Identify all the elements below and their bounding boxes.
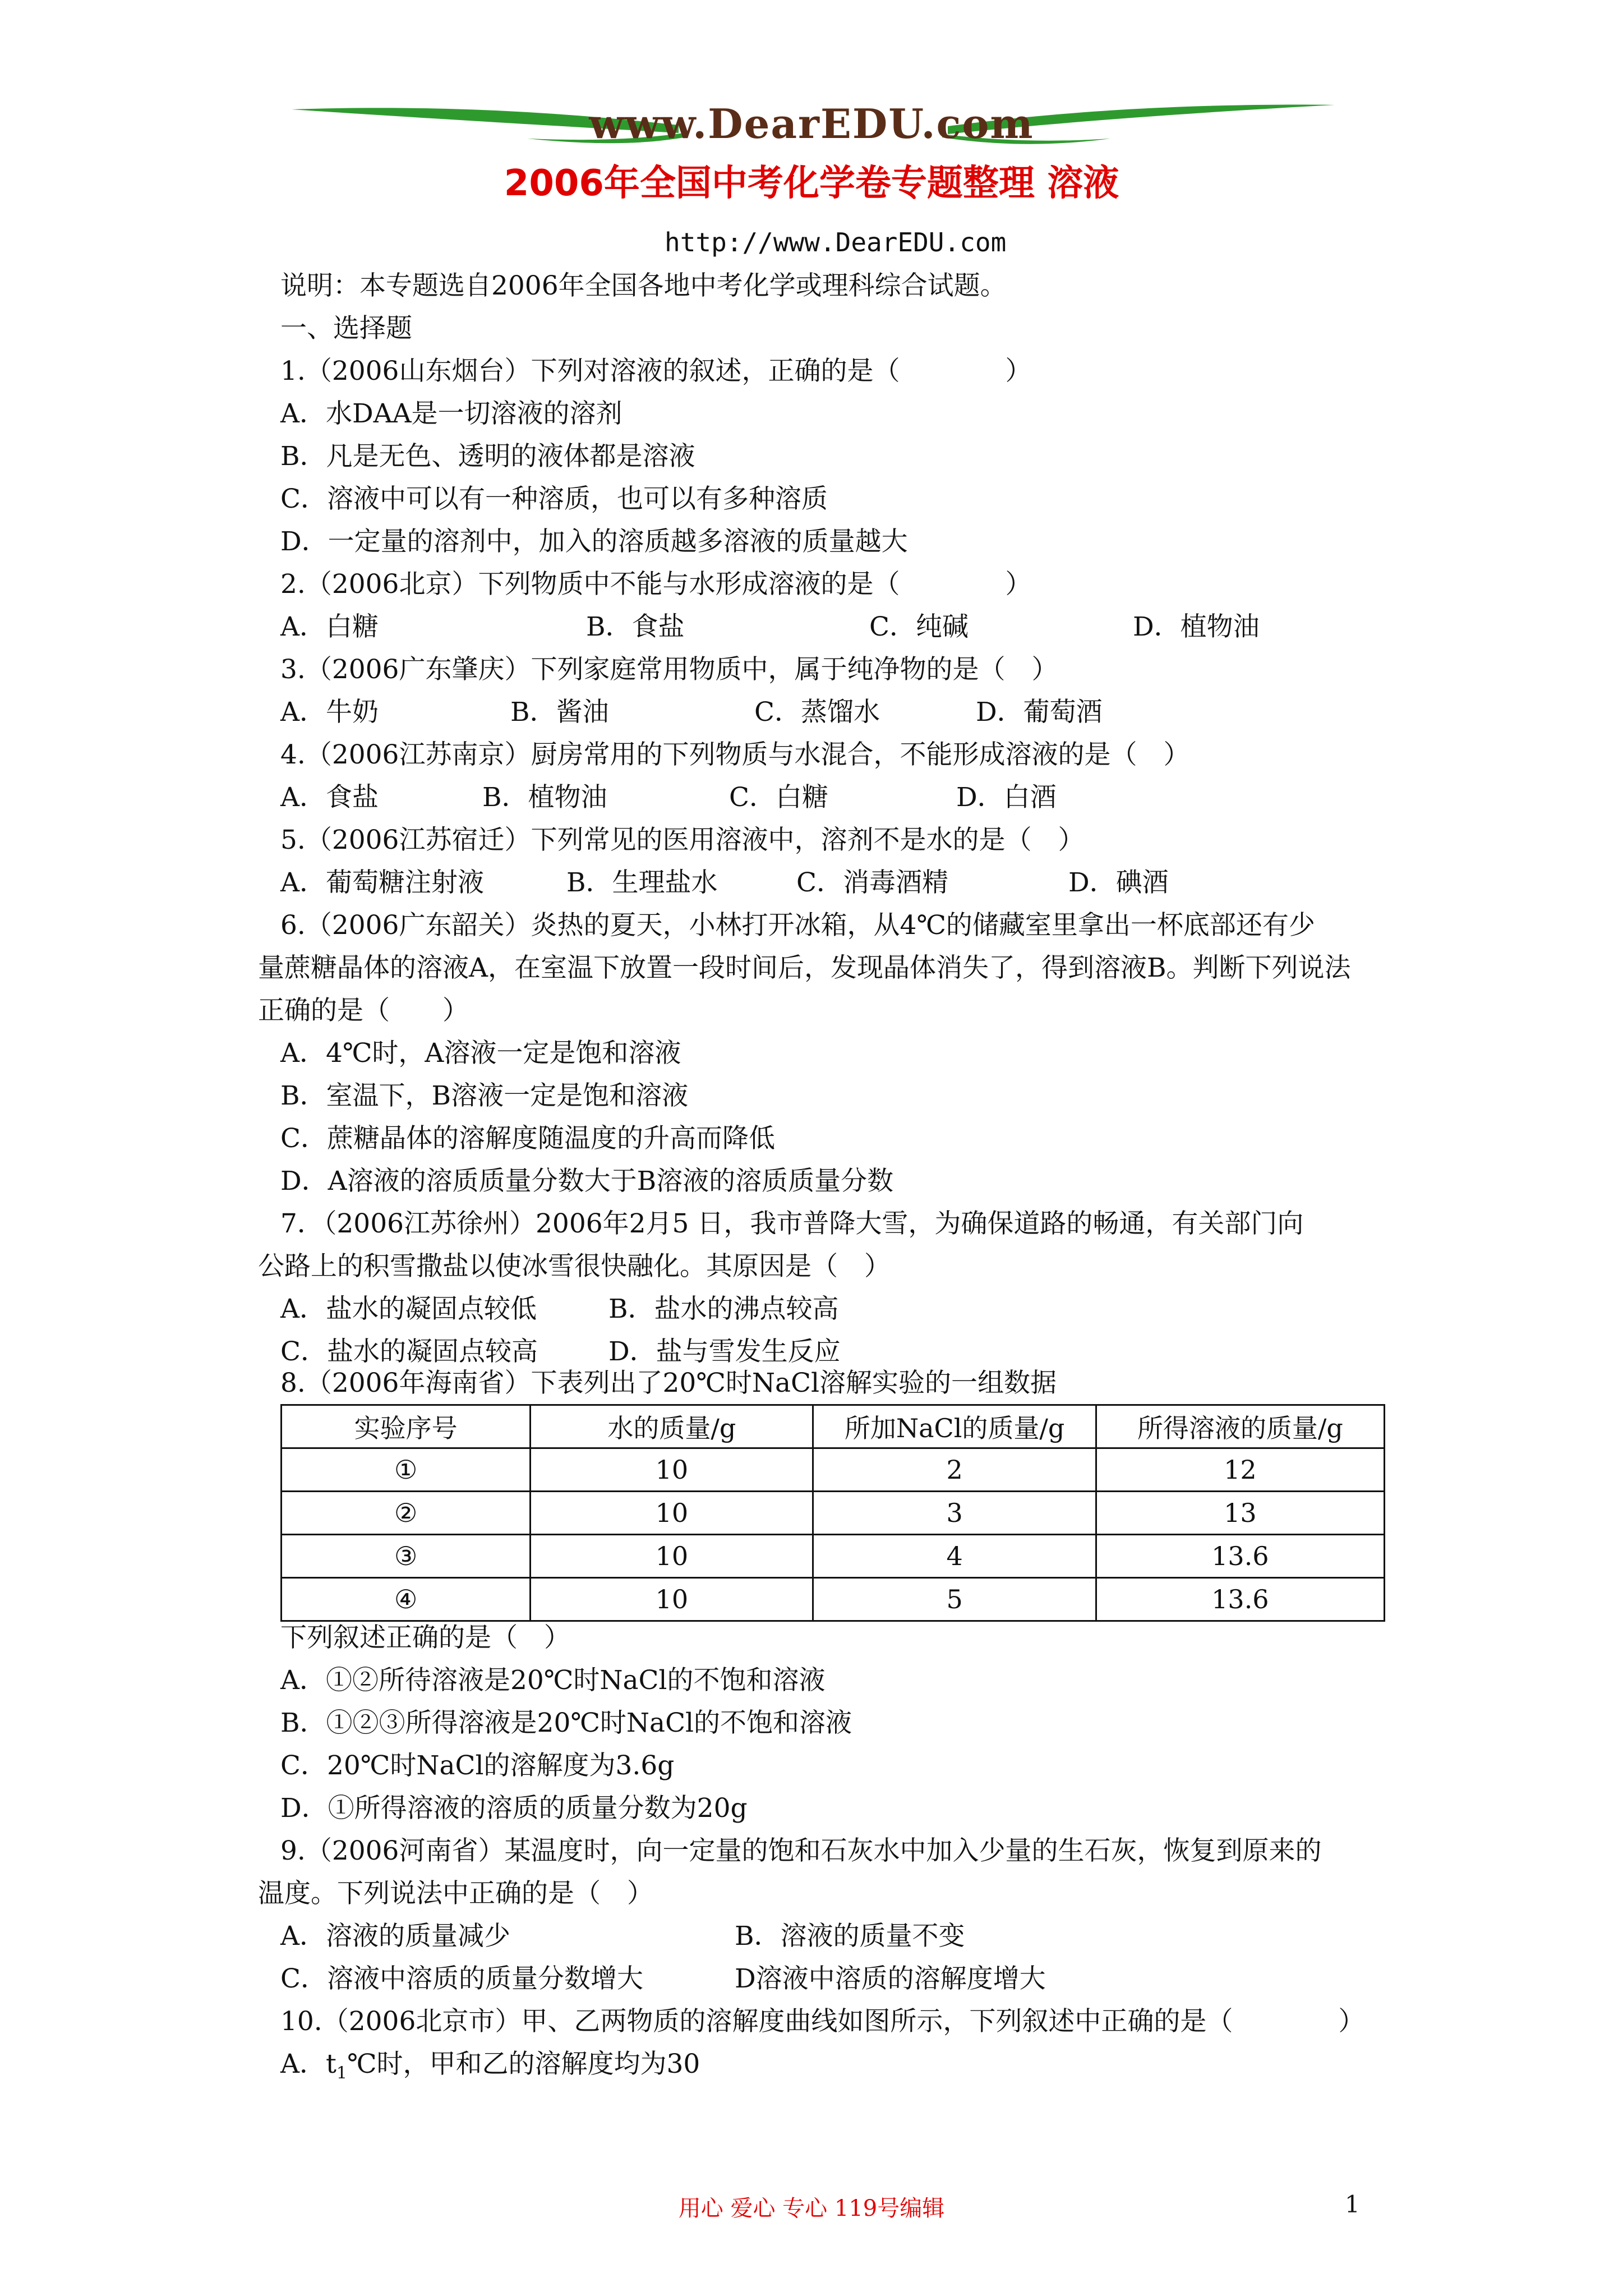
q10-option-a (280, 2047, 700, 2090)
table-row (282, 1448, 1385, 1492)
q5-option-d: D．碘酒 (1068, 867, 1169, 898)
q3-option-c: C．蒸馏水 (754, 697, 880, 728)
table-cell: 2 (813, 1448, 1096, 1492)
table-cell: 10 (531, 1492, 813, 1535)
table-row (282, 1492, 1385, 1535)
q6-option-d: D．A溶液的溶质质量分数大于B溶液的溶质质量分数 (280, 1166, 894, 1197)
q1-option-d: D．一定量的溶剂中，加入的溶质越多溶液的质量越大 (280, 526, 908, 557)
q4-option-a: A．食盐 (280, 782, 379, 813)
table-cell: ③ (282, 1535, 531, 1578)
q4-stem: 4.（2006江苏南京）厨房常用的下列物质与水混合，不能形成溶液的是（ ） (280, 739, 1190, 770)
q6-option-b: B．室温下，B溶液一定是饱和溶液 (280, 1080, 689, 1111)
page-footer: 用心 爱心 专心 119号编辑 (678, 2196, 945, 2221)
q5-option-b: B．生理盐水 (566, 867, 718, 898)
q6-option-c: C．蔗糖晶体的溶解度随温度的升高而降低 (280, 1123, 775, 1154)
q4-option-b: B．植物油 (482, 782, 607, 813)
q10-option-a-text: ℃时，甲和乙的溶解度均为30 (347, 2049, 700, 2079)
q8-option-b: B．①②③所得溶液是20℃时NaCl的不饱和溶液 (280, 1708, 852, 1738)
table-header-cell: 所加NaCl的质量/g (813, 1405, 1096, 1448)
q9-option-a: A．溶液的质量减少 (280, 1921, 510, 1952)
table-cell: ① (282, 1448, 531, 1492)
table-header-row (282, 1405, 1385, 1448)
table-header-cell: 所得溶液的质量/g (1096, 1405, 1384, 1448)
page-title: 2006年全国中考化学卷专题整理 溶液 (504, 163, 1119, 204)
table-row (282, 1578, 1385, 1621)
table-cell: 3 (813, 1492, 1096, 1535)
table-cell: ② (282, 1492, 531, 1535)
q3-option-a: A．牛奶 (280, 697, 379, 728)
table-cell: 12 (1096, 1448, 1384, 1492)
q2-option-b: B．食盐 (586, 611, 685, 642)
q6-option-a: A．4℃时，A溶液一定是饱和溶液 (280, 1038, 681, 1069)
q7-option-d: D．盐与雪发生反应 (608, 1336, 841, 1367)
q8-option-c: C．20℃时NaCl的溶解度为3.6g (280, 1750, 675, 1781)
q2-option-a: A．白糖 (280, 611, 379, 642)
q9-stem-line1: 9.（2006河南省）某温度时，向一定量的饱和石灰水中加入少量的生石灰，恢复到原来的 (280, 1835, 1322, 1866)
table-cell: ④ (282, 1578, 531, 1621)
q8-stem: 8.（2006年海南省）下表列出了20℃时NaCl溶解实验的一组数据 (280, 1368, 1057, 1398)
table-cell: 10 (531, 1448, 813, 1492)
q7-stem-line1: 7．（2006江苏徐州）2006年2月5 日，我市普降大雪，为确保道路的畅通，有关部门向 (280, 1208, 1304, 1239)
q1-option-c: C．溶液中可以有一种溶质，也可以有多种溶质 (280, 484, 828, 514)
q6-stem-line3: 正确的是（ ） (258, 995, 469, 1026)
q8-option-d: D．①所得溶液的溶质的质量分数为20g (280, 1793, 748, 1824)
q5-option-c: C．消毒酒精 (796, 867, 948, 898)
site-url: http://www.DearEDU.com (665, 227, 1007, 257)
table-cell: 4 (813, 1535, 1096, 1578)
q9-stem-line2: 温度。下列说法中正确的是（ ） (258, 1878, 653, 1909)
q2-option-d: D．植物油 (1133, 611, 1260, 642)
q7-option-c: C．盐水的凝固点较高 (280, 1336, 538, 1367)
q10-stem: 10.（2006北京市）甲、乙两物质的溶解度曲线如图所示，下列叙述中正确的是（ ） (280, 2006, 1365, 2037)
q3-option-d: D．葡萄酒 (976, 697, 1103, 728)
q1-option-a: A．水DAA是一切溶液的溶剂 (280, 398, 623, 429)
table-cell: 10 (531, 1578, 813, 1621)
site-logo: www.DearEDU.com (589, 100, 1034, 148)
q8-data-table (280, 1404, 1385, 1622)
q3-option-b: B．酱油 (510, 697, 609, 728)
q2-stem: 2.（2006北京）下列物质中不能与水形成溶液的是（ ） (280, 569, 1032, 600)
q6-stem-line1: 6.（2006广东韶关）炎热的夏天，小林打开冰箱，从4℃的储藏室里拿出一杯底部还有少 (280, 910, 1315, 941)
q4-option-c: C．白糖 (729, 782, 828, 813)
page-number: 1 (1345, 2191, 1360, 2218)
q3-stem: 3.（2006广东肇庆）下列家庭常用物质中，属于纯净物的是（ ） (280, 654, 1058, 685)
q1-stem: 1.（2006山东烟台）下列对溶液的叙述，正确的是（ ） (280, 356, 1032, 386)
table-cell: 13.6 (1096, 1578, 1384, 1621)
q5-option-a: A．葡萄糖注射液 (280, 867, 484, 898)
table-row (282, 1535, 1385, 1578)
q2-option-c: C．纯碱 (869, 611, 969, 642)
q9-option-c: C．溶液中溶质的质量分数增大 (280, 1963, 643, 1994)
table-cell: 13 (1096, 1492, 1384, 1535)
table-cell: 5 (813, 1578, 1096, 1621)
q7-option-b: B．盐水的沸点较高 (608, 1294, 839, 1324)
q5-stem: 5.（2006江苏宿迁）下列常见的医用溶液中，溶剂不是水的是（ ） (280, 825, 1085, 855)
table-header-cell: 水的质量/g (531, 1405, 813, 1448)
q8-prompt: 下列叙述正确的是（ ） (280, 1622, 570, 1653)
q9-option-d: D溶液中溶质的溶解度增大 (735, 1963, 1046, 1994)
q10-option-a-prefix: A．t (280, 2049, 336, 2079)
intro-text: 说明：本专题选自2006年全国各地中考化学或理科综合试题。 (280, 270, 1007, 301)
q9-option-b: B．溶液的质量不变 (735, 1921, 965, 1952)
table-cell: 13.6 (1096, 1535, 1384, 1578)
q7-stem-line2: 公路上的积雪撒盐以使冰雪很快融化。其原因是（ ） (258, 1251, 891, 1282)
q7-option-a: A．盐水的凝固点较低 (280, 1294, 537, 1324)
q4-option-d: D．白酒 (956, 782, 1057, 813)
q8-option-a: A．①②所待溶液是20℃时NaCl的不饱和溶液 (280, 1665, 826, 1696)
q10-option-a-subscript: 1 (336, 2063, 347, 2083)
table-header-cell: 实验序号 (282, 1405, 531, 1448)
q6-stem-line2: 量蔗糖晶体的溶液A，在室温下放置一段时间后，发现晶体消失了，得到溶液B。判断下列说法 (258, 953, 1351, 983)
table-cell: 10 (531, 1535, 813, 1578)
q1-option-b: B．凡是无色、透明的液体都是溶液 (280, 441, 695, 472)
section-heading: 一、选择题 (280, 313, 412, 344)
